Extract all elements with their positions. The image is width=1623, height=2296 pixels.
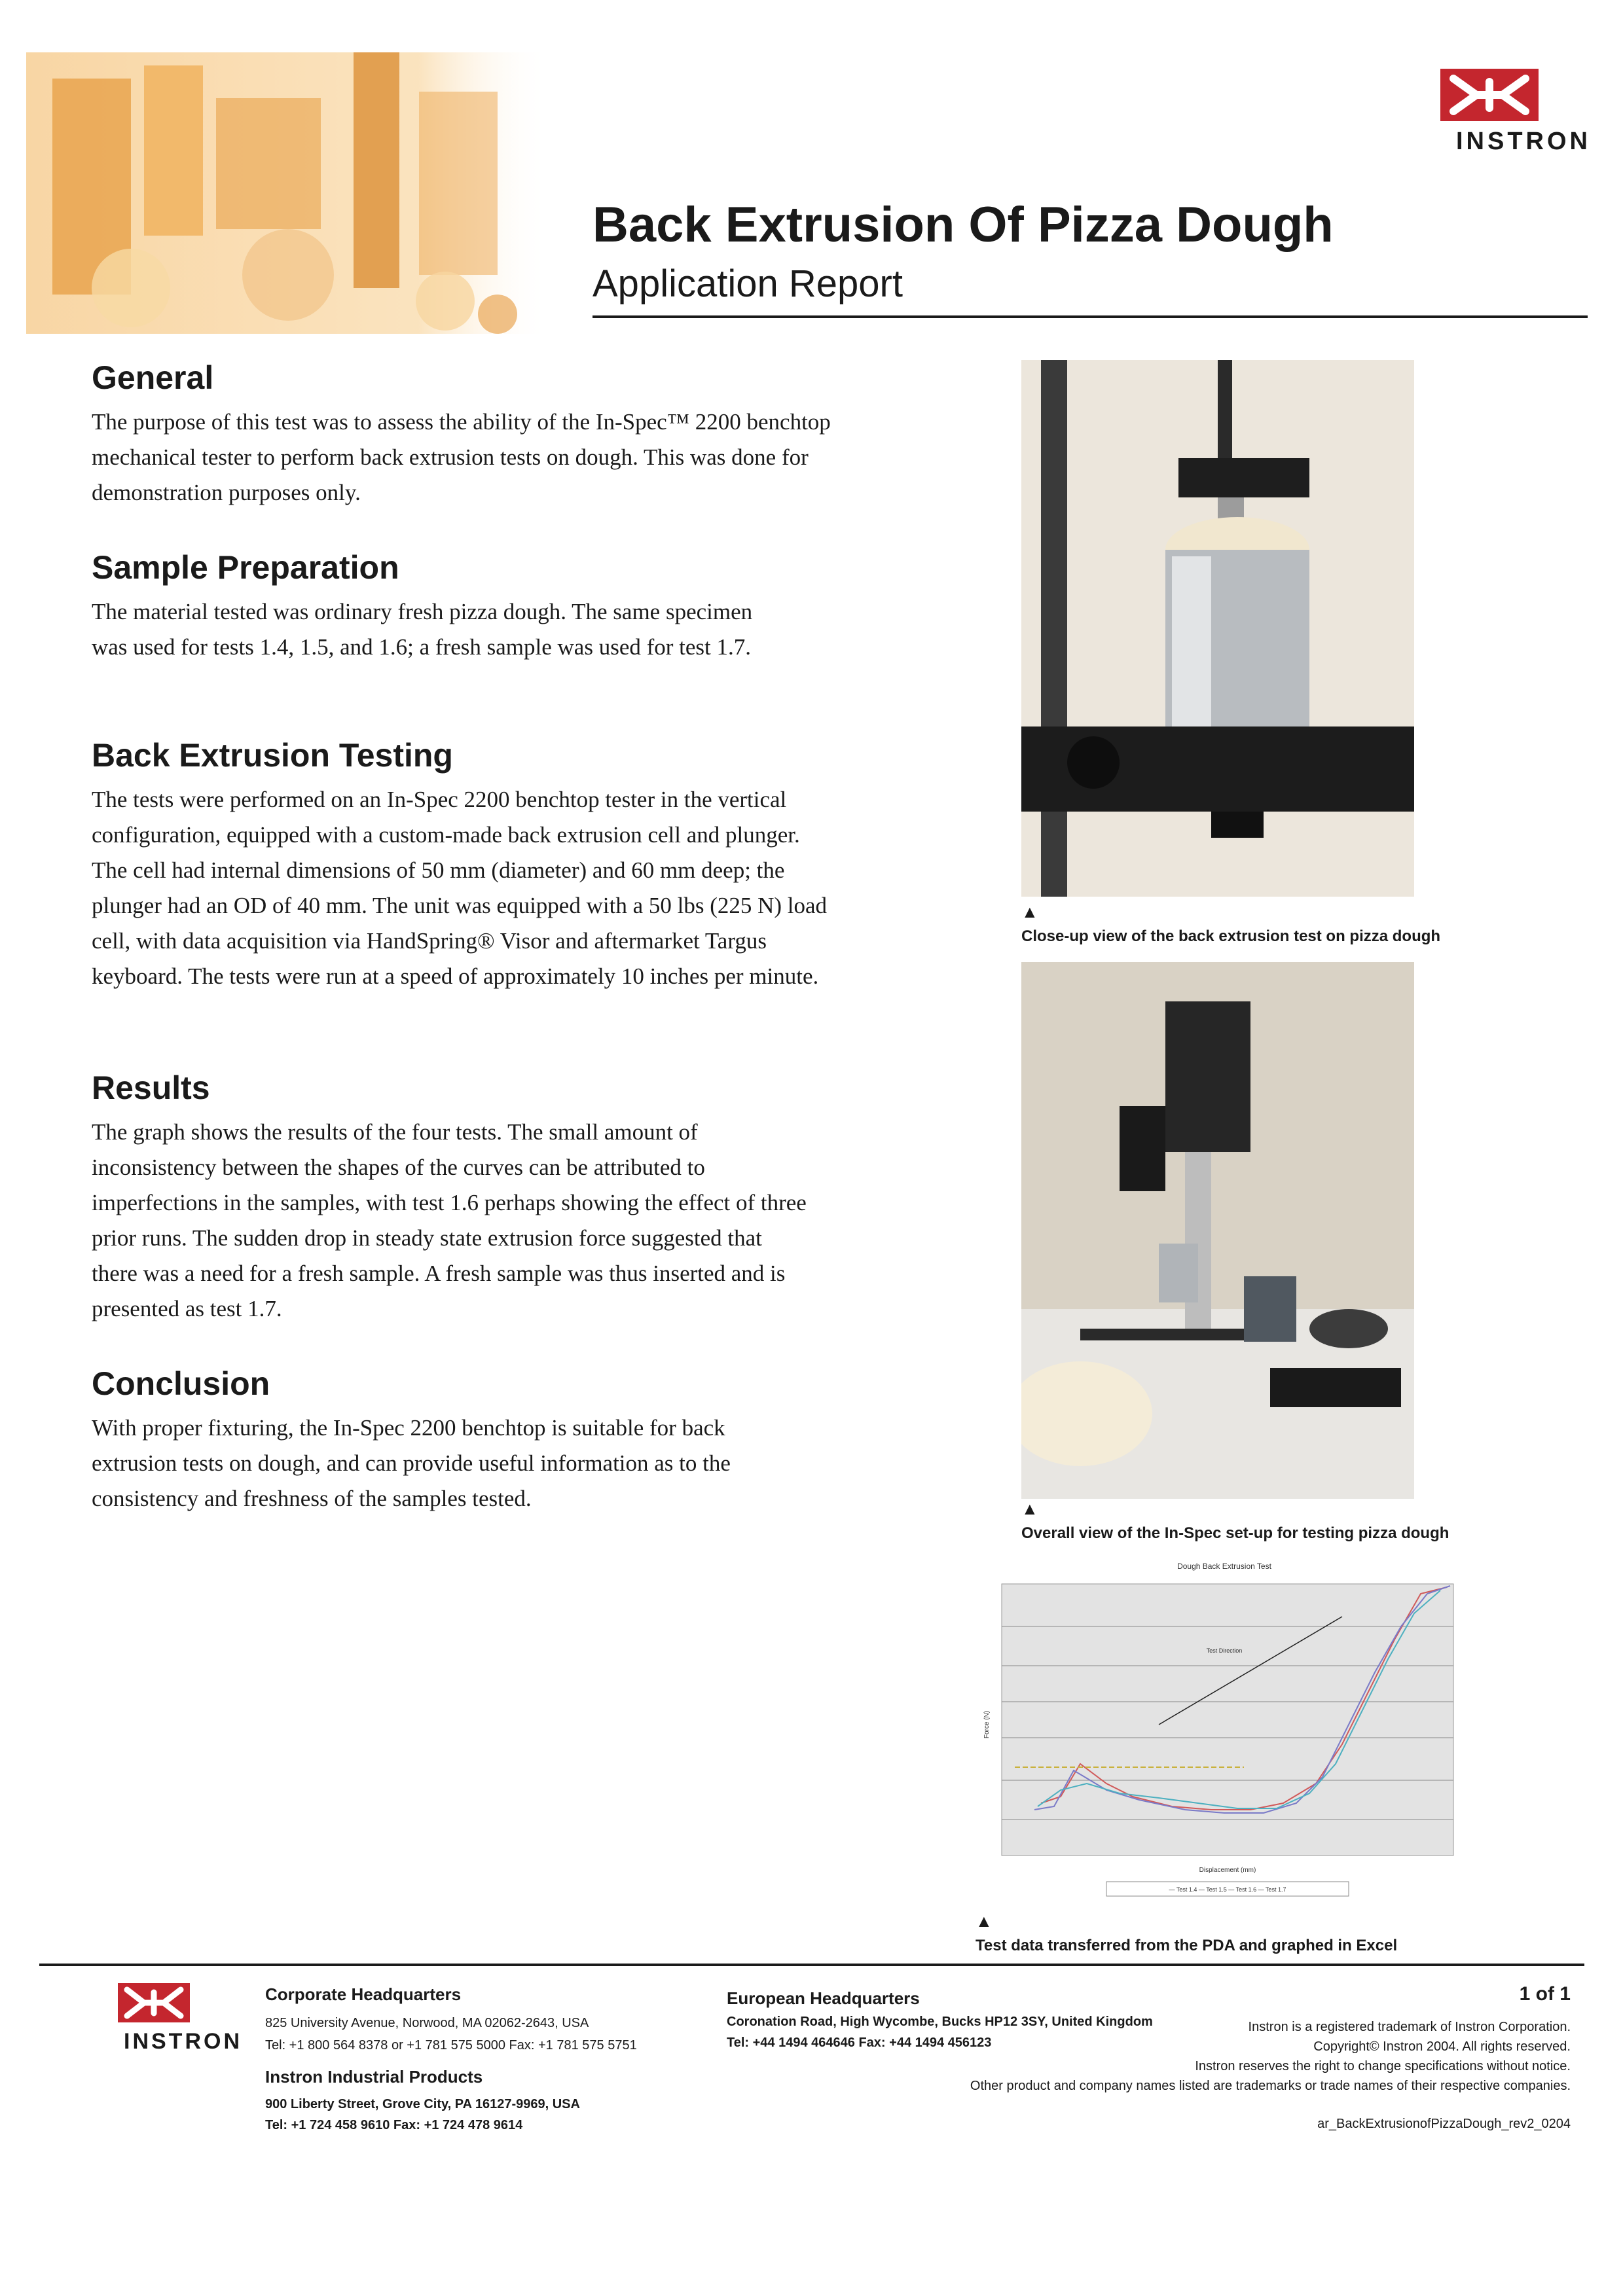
title-divider (593, 315, 1588, 318)
graph-xlabel: Displacement (mm) (1199, 1867, 1256, 1874)
instron-logo-mark-icon (118, 1983, 190, 2022)
footer-divider (39, 1964, 1584, 1966)
corporate-hq-address: 825 University Avenue, Norwood, MA 02062-2643, USA (265, 2016, 589, 2030)
graph-legend-text: — Test 1.4 — Test 1.5 — Test 1.6 — Test 1.7 (1169, 1886, 1286, 1893)
section-heading-sample-preparation: Sample Preparation (92, 549, 399, 586)
triangle-marker-icon: ▲ (1021, 902, 1038, 922)
closeup-photo (1021, 360, 1414, 897)
section-heading-conclusion: Conclusion (92, 1365, 270, 1402)
industrial-products-heading: Instron Industrial Products (265, 2067, 483, 2087)
section-body-conclusion: With proper fixturing, the In-Spec 2200 benchtop is suitable for back extrusion tests on dough, and can provide useful information as to the consistency and freshness of the samples tested. (92, 1415, 731, 1511)
document-id: ar_BackExtrusionofPizzaDough_rev2_0204 (1317, 2117, 1571, 2131)
european-hq-heading: European Headquarters (727, 1988, 920, 2008)
legal-line-copyright: Copyright© Instron 2004. All rights reserved. (1313, 2039, 1571, 2054)
graph-ylabel: Force (N) (983, 1710, 991, 1739)
figure-caption-closeup (1021, 902, 1440, 946)
legal-line-specifications: Instron reserves the right to change specifications without notice. (1195, 2059, 1571, 2073)
section-body-back-extrusion-testing: The tests were performed on an In-Spec 2200 benchtop tester in the vertical configuration, equipped with a custom-made back extrusion cell and plunger. The cell had internal dimensions of 50 mm (diameter) and 60 mm deep; the plunger had an OD of 40 mm. The unit was equipped with a 50 lbs (225 N) load cell, with data acquisition via HandSpring® Visor and aftermarket Targus keyboard. The tests were run at a speed of approximately 10 inches per minute. (92, 787, 828, 989)
page-subtitle: Application Report (593, 262, 903, 305)
figure-caption-graph (976, 1911, 1397, 1955)
caption-text: Test data transferred from the PDA and graphed in Excel (976, 1937, 1398, 1954)
graph-thumbnail (976, 1554, 1473, 1908)
page-title: Back Extrusion Of Pizza Dough (593, 197, 1334, 253)
section-heading-back-extrusion-testing: Back Extrusion Testing (92, 737, 453, 774)
corporate-hq-heading: Corporate Headquarters (265, 1984, 462, 2004)
triangle-marker-icon: ▲ (1021, 1499, 1038, 1518)
instron-logo (1395, 62, 1591, 160)
european-hq-address: Coronation Road, High Wycombe, Bucks HP12 3SY, United Kingdom (727, 2015, 1153, 2029)
corporate-hq-phone: Tel: +1 800 564 8378 or +1 781 575 5000 Fax: +1 781 575 5751 (265, 2038, 637, 2053)
caption-text: Close-up view of the back extrusion test on pizza dough (1021, 927, 1441, 945)
figure-caption-setup (1021, 1499, 1449, 1543)
section-body-results: The graph shows the results of the four tests. The small amount of inconsistency between the shapes of the curves can be attributed to imperfections in the samples, with test 1.6 perhaps showing the effect of three prior runs. The sudden drop in steady state extrusion force suggested that there was a need for a fresh sample. A fresh sample was thus inserted and is presented as test 1.7. (92, 1119, 807, 1321)
instron-logo-text: INSTRON (124, 2029, 242, 2054)
graph-plot-area (1002, 1584, 1453, 1856)
industrial-products-address: 900 Liberty Street, Grove City, PA 16127-9969, USA (265, 2097, 580, 2111)
european-hq-phone: Tel: +44 1494 464646 Fax: +44 1494 456123 (727, 2036, 992, 2050)
caption-text: Overall view of the In-Spec set-up for testing pizza dough (1021, 1524, 1450, 1542)
graph-annotation: Test Direction (1206, 1647, 1243, 1654)
instron-footer-logo (79, 1983, 242, 2055)
instron-logo-mark-icon (1440, 69, 1539, 121)
setup-photo (1021, 962, 1414, 1499)
legal-line-other-trademarks: Other product and company names listed are trademarks or trade names of their respective companies. (970, 2079, 1571, 2093)
section-body-sample-preparation: The material tested was ordinary fresh pizza dough. The same specimen was used for tests 1.4, 1.5, and 1.6; a fresh sample was used for test 1.7. (92, 599, 753, 660)
graph-title: Dough Back Extrusion Test (1177, 1562, 1271, 1571)
legal-line-trademark: Instron is a registered trademark of Instron Corporation. (1248, 2020, 1571, 2034)
instron-logo-text: INSTRON (1456, 128, 1591, 155)
section-heading-results: Results (92, 1069, 210, 1106)
section-body-general: The purpose of this test was to assess the ability of the In-Spec™ 2200 benchtop mechanical tester to perform back extrusion tests on dough. This was done for demonstration purposes only. (92, 409, 831, 505)
header-collage-image (26, 39, 550, 340)
section-heading-general: General (92, 359, 214, 396)
triangle-marker-icon: ▲ (976, 1911, 993, 1931)
page-number: 1 of 1 (1519, 1983, 1571, 2005)
industrial-products-phone: Tel: +1 724 458 9610 Fax: +1 724 478 9614 (265, 2118, 523, 2132)
